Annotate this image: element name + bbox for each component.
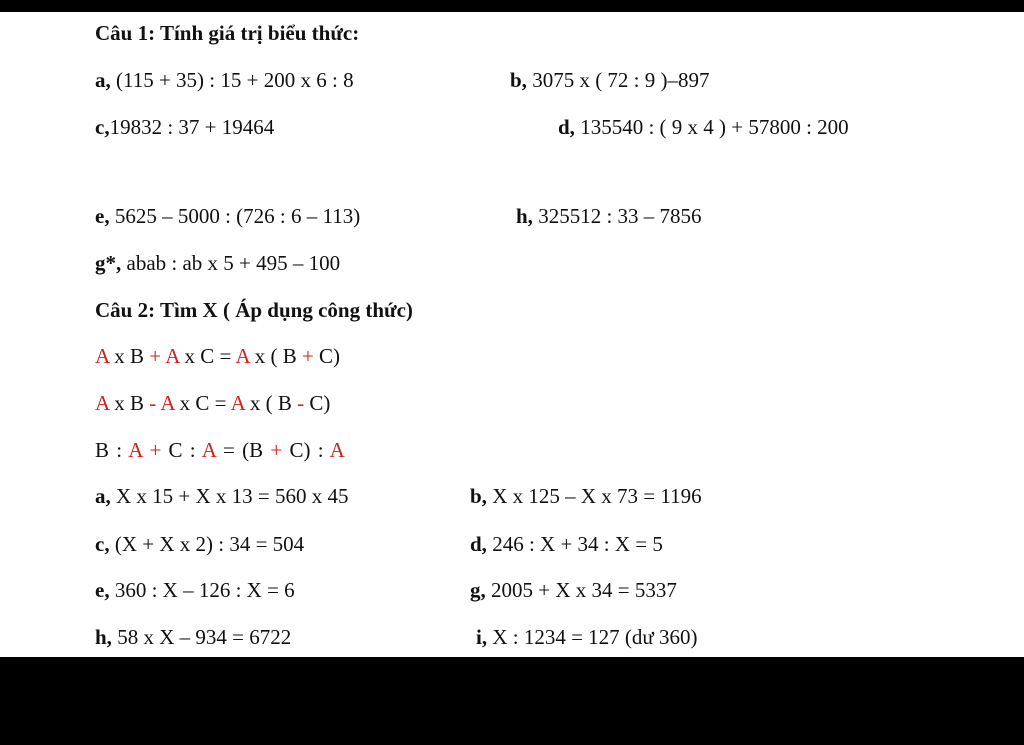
q1-expr-g: abab : ab x 5 + 495 – 100 — [121, 251, 341, 275]
q1-item-c — [95, 114, 274, 140]
q2-expr-d: 246 : X + 34 : X = 5 — [486, 532, 663, 556]
formula-1-part: A — [235, 344, 250, 368]
q2-item-i — [476, 624, 698, 650]
q1-label-d: d, — [558, 115, 575, 139]
formula-2-part: A — [160, 391, 175, 415]
q1-item-a — [95, 67, 354, 93]
q2-label-c: c, — [95, 532, 110, 556]
formula-2-part: A — [230, 391, 245, 415]
formula-1-part: A — [95, 344, 110, 368]
q1-item-h — [516, 203, 702, 229]
q1-label-g: g*, — [95, 251, 122, 275]
formula-1 — [95, 343, 340, 369]
document-page — [0, 12, 1024, 657]
q1-label-e: e, — [95, 204, 110, 228]
q2-label-b: b, — [470, 484, 487, 508]
formula-3-part: (B — [242, 438, 271, 462]
formula-2-part: x C = — [174, 391, 231, 415]
formula-3-part: + — [149, 438, 169, 462]
q2-item-d — [470, 531, 663, 557]
heading-cau-1: Câu 1: Tính giá trị biểu thức: — [95, 21, 360, 45]
formula-3-part: C : — [168, 438, 202, 462]
q2-expr-b: X x 125 – X x 73 = 1196 — [486, 484, 702, 508]
q2-item-c — [95, 531, 304, 557]
q2-expr-h: 58 x X – 934 = 6722 — [111, 625, 292, 649]
q1-item-d — [558, 114, 849, 140]
formula-2-part: - — [297, 391, 305, 415]
q2-label-g: g, — [470, 578, 486, 602]
q2-label-d: d, — [470, 532, 487, 556]
q1-item-g — [95, 250, 340, 276]
formula-1-part: x ( B — [249, 344, 302, 368]
q2-expr-a: X x 15 + X x 13 = 560 x 45 — [110, 484, 349, 508]
formula-3-part: A — [329, 438, 345, 462]
q1-label-b: b, — [510, 68, 527, 92]
formula-1-part: + — [301, 344, 314, 368]
formula-3-part: = — [215, 438, 243, 462]
q1-expr-c: 19832 : 37 + 19464 — [109, 115, 275, 139]
q1-expr-e: 5625 – 5000 : (726 : 6 – 113) — [109, 204, 361, 228]
q2-item-g — [470, 577, 677, 603]
q1-label-h: h, — [516, 204, 533, 228]
q1-label-a: a, — [95, 68, 111, 92]
formula-3-part: B : — [95, 438, 129, 462]
q1-label-c: c, — [95, 115, 110, 139]
formula-2-part: - — [149, 391, 161, 415]
q1-expr-d: 135540 : ( 9 x 4 ) + 57800 : 200 — [574, 115, 849, 139]
q2-item-h — [95, 624, 291, 650]
formula-2 — [95, 390, 330, 416]
q2-label-e: e, — [95, 578, 110, 602]
q2-expr-c: (X + X x 2) : 34 = 504 — [109, 532, 305, 556]
q2-item-e — [95, 577, 295, 603]
q2-expr-g: 2005 + X x 34 = 5337 — [485, 578, 677, 602]
q2-expr-i: X : 1234 = 127 (dư 360) — [487, 625, 698, 649]
heading-cau-2: Câu 2: Tìm X ( Áp dụng công thức) — [95, 298, 413, 322]
formula-3-part: C) : — [282, 438, 330, 462]
formula-1-part: x B — [109, 344, 150, 368]
formula-3 — [95, 437, 345, 463]
q2-label-a: a, — [95, 484, 111, 508]
formula-2-part: x B — [109, 391, 150, 415]
q2-expr-e: 360 : X – 126 : X = 6 — [109, 578, 295, 602]
q1-expr-b: 3075 x ( 72 : 9 )–897 — [526, 68, 710, 92]
q2-item-a — [95, 483, 349, 509]
formula-1-part: A — [165, 344, 180, 368]
formula-2-part: x ( B — [244, 391, 298, 415]
formula-3-part: A — [128, 438, 143, 462]
formula-1-part: x C = — [179, 344, 236, 368]
formula-3-part: + — [270, 438, 283, 462]
q2-item-b — [470, 483, 702, 509]
q1-item-e — [95, 203, 360, 229]
q1-expr-h: 325512 : 33 – 7856 — [532, 204, 702, 228]
q1-item-b — [510, 67, 710, 93]
formula-1-part: C) — [313, 344, 341, 368]
formula-1-part: + — [149, 344, 166, 368]
q2-label-i: i, — [476, 625, 488, 649]
q2-label-h: h, — [95, 625, 112, 649]
formula-2-part: A — [95, 391, 110, 415]
formula-3-part: A — [201, 438, 216, 462]
q1-expr-a: (115 + 35) : 15 + 200 x 6 : 8 — [110, 68, 354, 92]
formula-2-part: C) — [304, 391, 331, 415]
